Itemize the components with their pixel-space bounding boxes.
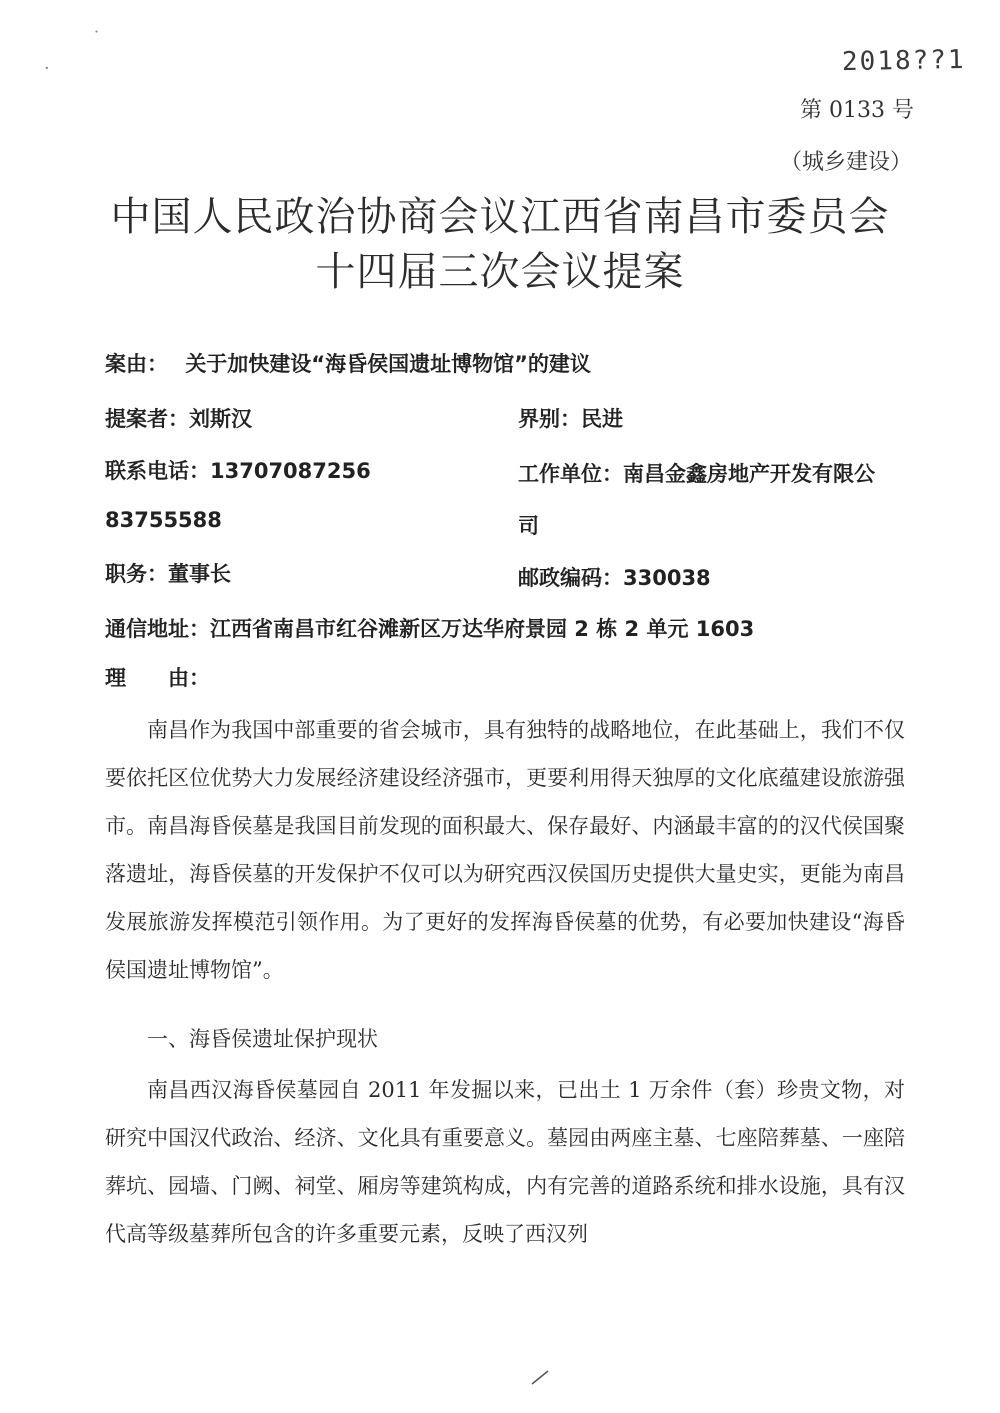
sector-label: 界别： xyxy=(518,407,581,431)
section-heading-1: 一、海昏侯遗址保护现状 xyxy=(147,1027,378,1051)
phone-value-2: 83755588 xyxy=(105,508,222,532)
margin-mark: ˙ xyxy=(92,28,101,49)
position-row xyxy=(105,558,231,588)
postcode-label: 邮政编码： xyxy=(518,566,623,590)
phone-row xyxy=(105,455,371,485)
phone-label: 联系电话： xyxy=(105,459,210,483)
sector-value: 民进 xyxy=(581,407,623,431)
postcode-value: 330038 xyxy=(623,566,711,590)
stamp-number: 2018??1 xyxy=(841,44,966,78)
reason-label: 理 由： xyxy=(105,666,210,690)
postcode-row xyxy=(518,562,711,592)
body-paragraph-1: 南昌作为我国中部重要的省会城市，具有独特的战略地位，在此基础上，我们不仅要依托区位优势大力发展经济建设经济强市，更要利用得天独厚的文化底蕴建设旅游强市。南昌海昏侯墓是我国目前发现的面积最大、保存最好、内涵最丰富的的汉代侯国聚落遗址，海昏侯墓的开发保护不仅可以为研究西汉侯国历史提供大量史实，更能为南昌发展旅游发挥模范引领作用。为了更好的发挥海昏侯墓的优势，有必要加快建设“海昏侯国遗址博物馆”。 xyxy=(105,718,905,982)
phone-value-1: 13707087256 xyxy=(210,459,371,483)
subject-value: 关于加快建设“海昏侯国遗址博物馆”的建议 xyxy=(185,352,591,376)
workplace-label: 工作单位： xyxy=(518,462,623,486)
title-line-2: 十四届三次会议提案 xyxy=(315,249,685,295)
address-label: 通信地址： xyxy=(105,617,210,641)
body-paragraph-2: 南昌西汉海昏侯墓园自 2011 年发掘以来，已出土 1 万余件（套）珍贵文物，对研究中国汉代政治、经济、文化具有重要意义。墓园由两座主墓、七座陪葬墓、一座陪葬坑、园墙、门阙、祠堂、厢房等建筑构成，内有完善的道路系统和排水设施，具有汉代高等级墓葬所包含的许多重要元素，反映了西汉列 xyxy=(105,1078,905,1246)
position-value: 董事长 xyxy=(168,562,231,586)
pen-mark xyxy=(530,1368,552,1386)
category-label: （城乡建设） xyxy=(780,150,913,175)
proposer-value: 刘斯汉 xyxy=(189,407,252,431)
margin-mark: · xyxy=(44,58,50,79)
proposer-row xyxy=(105,403,252,433)
address-row xyxy=(105,613,754,643)
address-value: 江西省南昌市红谷滩新区万达华府景园 2 栋 2 单元 1603 xyxy=(210,617,755,641)
title-line-1: 中国人民政治协商会议江西省南昌市委员会 xyxy=(110,194,890,240)
sector-row xyxy=(518,403,623,433)
workplace-value-line-1: 南昌金鑫房地产开发有限公 xyxy=(623,462,875,486)
subject-row xyxy=(105,348,591,378)
workplace-value-line-2: 司 xyxy=(518,514,539,538)
proposer-label: 提案者： xyxy=(105,407,189,431)
workplace-row xyxy=(518,458,875,488)
subject-label: 案由： xyxy=(105,352,168,376)
position-label: 职务： xyxy=(105,562,168,586)
serial-number: 第 0133 号 xyxy=(800,98,914,123)
